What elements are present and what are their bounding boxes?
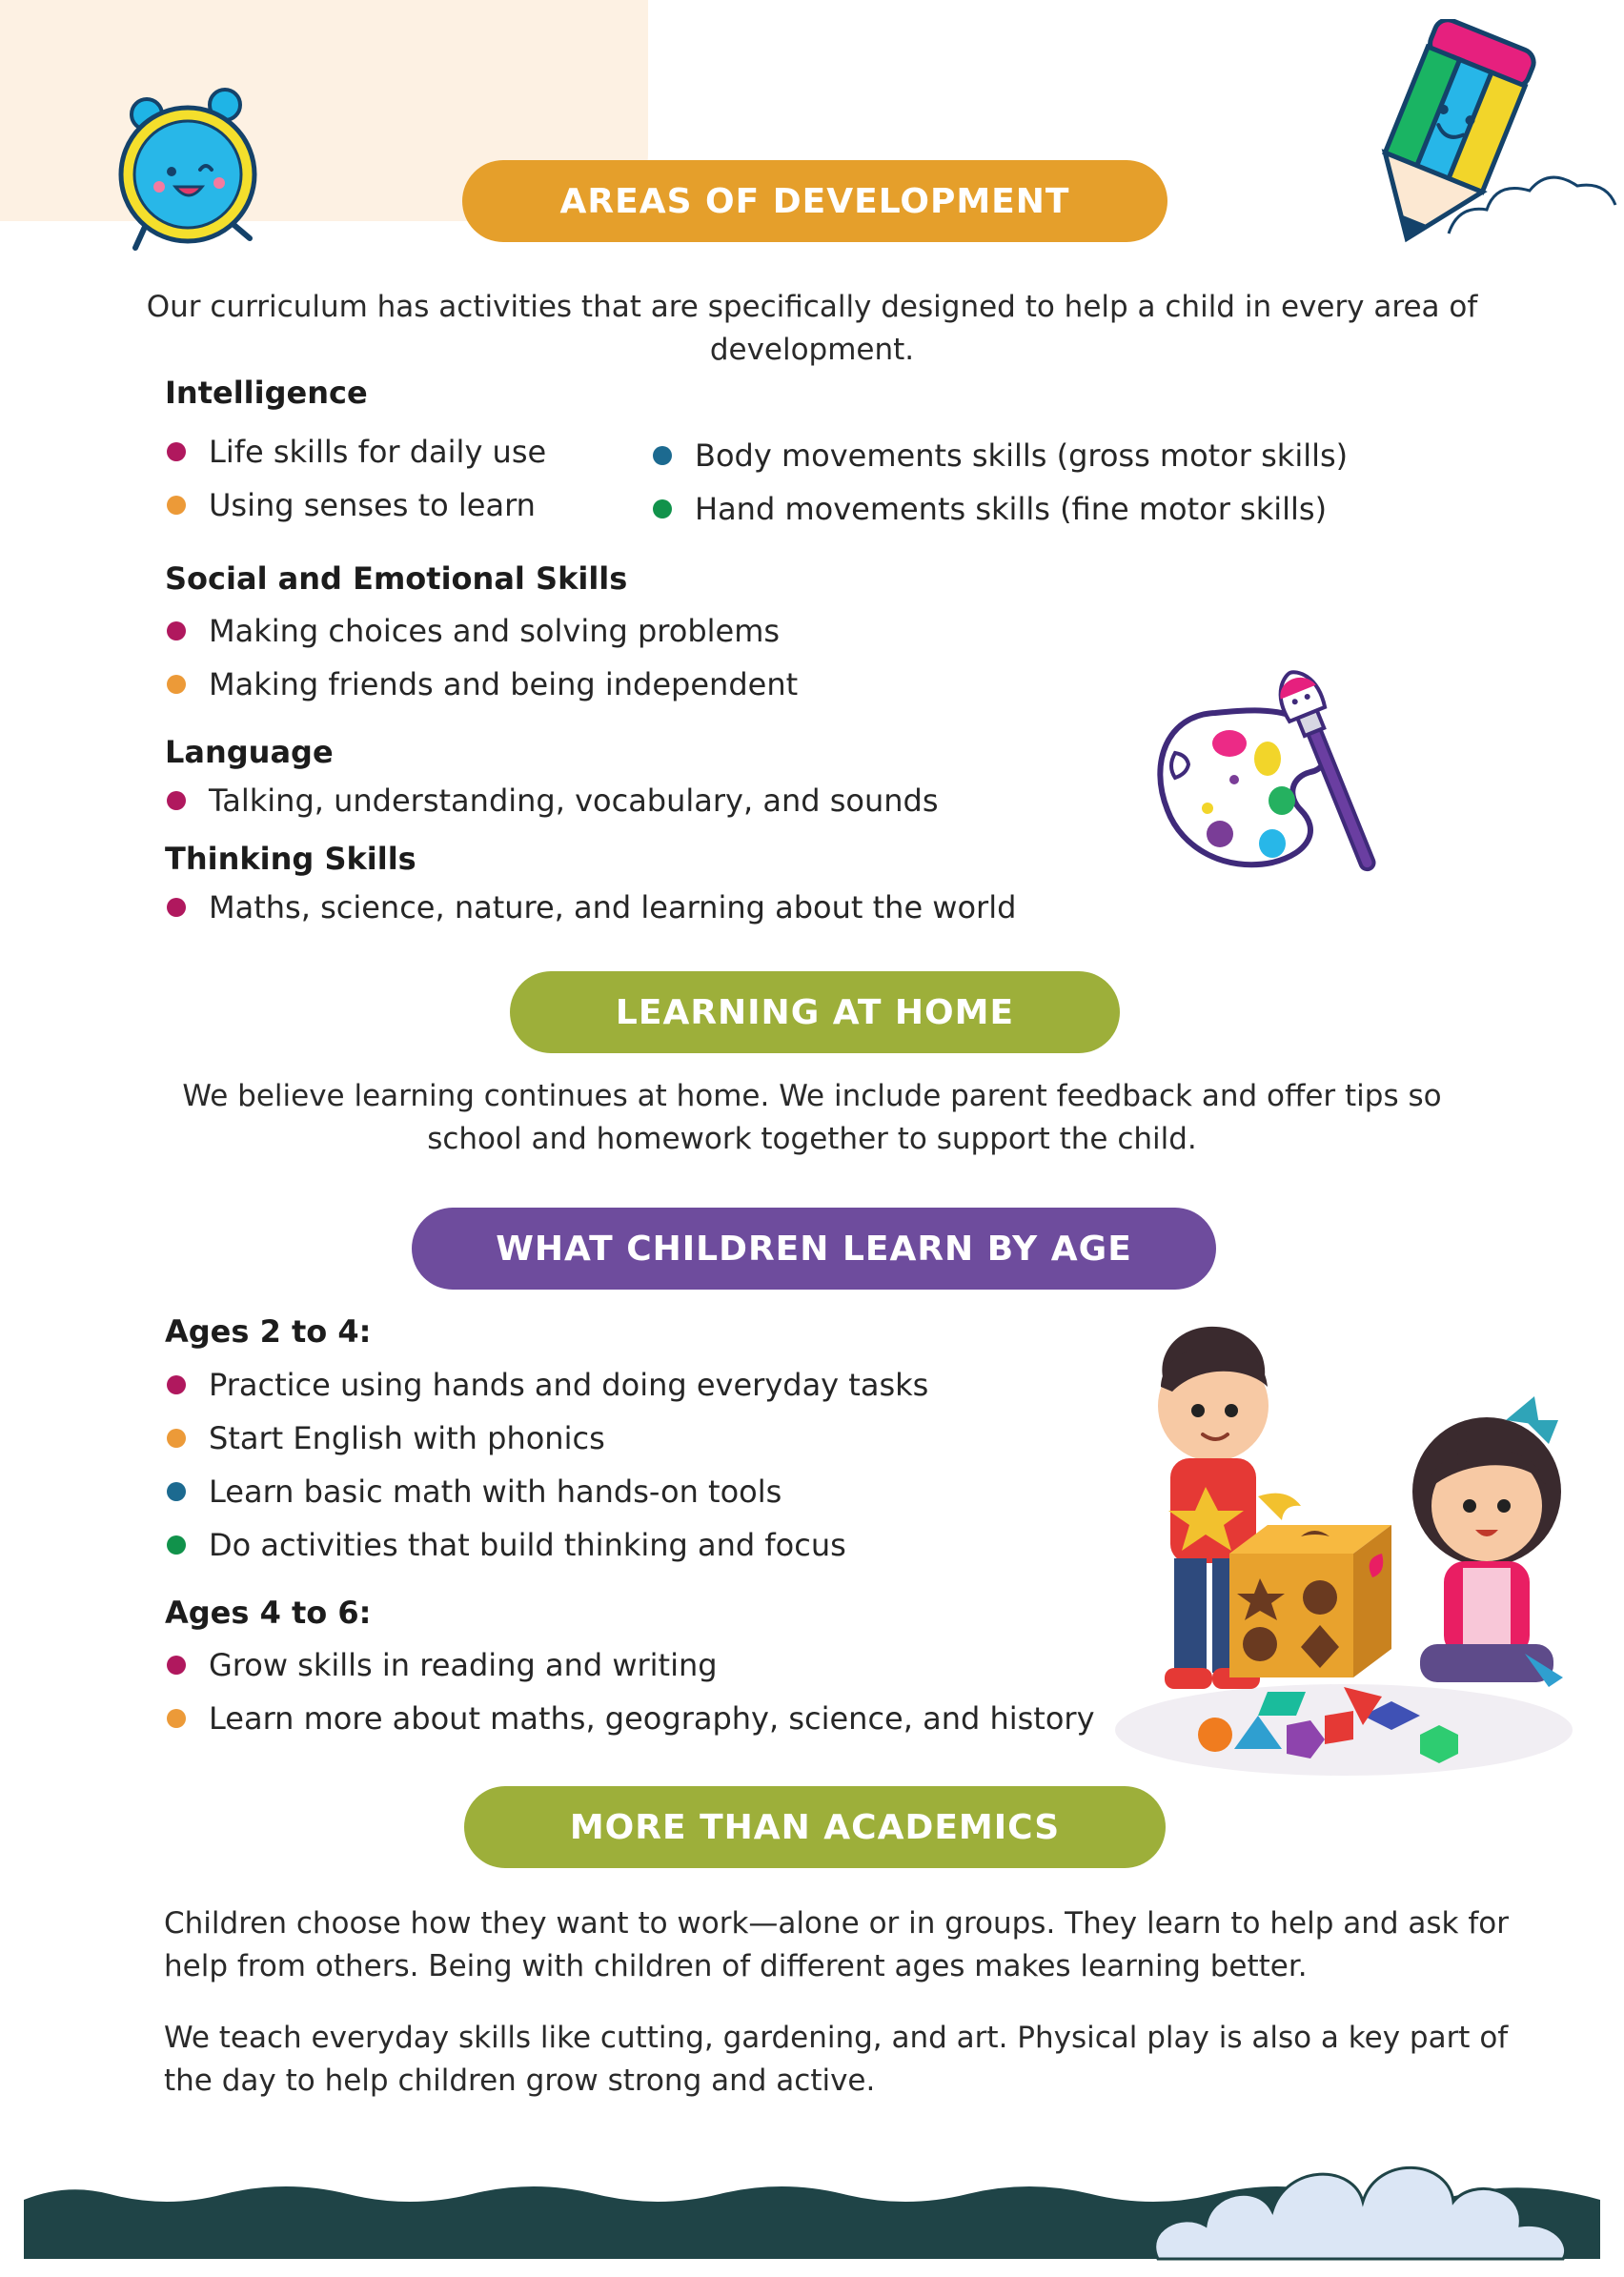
list-item: Learn more about maths, geography, science, and history: [167, 1700, 1095, 1737]
list-item: Life skills for daily use: [167, 434, 546, 470]
list-item: Maths, science, nature, and learning about the world: [167, 889, 1016, 925]
list-item: Learn basic math with hands-on tools: [167, 1474, 782, 1510]
list-item: Talking, understanding, vocabulary, and sounds: [167, 783, 939, 819]
list-item: Hand movements skills (fine motor skills): [653, 491, 1327, 527]
bullet-dot: [167, 621, 186, 640]
bullet-dot: [167, 442, 186, 461]
thinking-heading: Thinking Skills: [165, 841, 416, 877]
bullet-dot: [167, 1656, 186, 1675]
pencil-icon: [1344, 19, 1620, 257]
list-item: Body movements skills (gross motor skills): [653, 437, 1348, 474]
bullet-dot: [167, 898, 186, 917]
list-item: Do activities that build thinking and focus: [167, 1527, 846, 1563]
areas-intro: Our curriculum has activities that are specifically designed to help a child in every area of development.: [146, 290, 1478, 367]
bullet-dot: [167, 1375, 186, 1394]
social-heading: Social and Emotional Skills: [165, 560, 628, 597]
ages-4-6-heading: Ages 4 to 6:: [165, 1595, 372, 1631]
bullet-dot: [167, 791, 186, 810]
alarm-clock-icon: [107, 84, 278, 255]
list-item: Start English with phonics: [167, 1420, 605, 1456]
learn-by-age-title: WHAT CHILDREN LEARN BY AGE: [412, 1208, 1216, 1290]
bullet-dot: [167, 1709, 186, 1728]
more-text-1: Children choose how they want to work—alone or in groups. They learn to help and ask for help from others. Being with children of different ages makes learning better.: [164, 1906, 1509, 1983]
bullet-dot: [167, 496, 186, 515]
bullet-dot: [167, 1482, 186, 1501]
list-item: Grow skills in reading and writing: [167, 1647, 718, 1683]
list-item: Making friends and being independent: [167, 666, 798, 702]
ages-2-4-heading: Ages 2 to 4:: [165, 1313, 372, 1350]
more-than-academics-title: MORE THAN ACADEMICS: [464, 1786, 1166, 1868]
list-item: Practice using hands and doing everyday tasks: [167, 1367, 928, 1403]
bullet-dot: [167, 1535, 186, 1555]
language-heading: Language: [165, 734, 334, 770]
bullet-dot: [653, 446, 672, 465]
bullet-dot: [653, 499, 672, 518]
more-text-2: We teach everyday skills like cutting, gardening, and art. Physical play is also a key part of the day to help children grow strong and active.: [164, 2021, 1509, 2098]
paint-palette-icon: [1148, 667, 1387, 896]
learning-at-home-text: We believe learning continues at home. We include parent feedback and offer tips so school and homework together to support the child.: [182, 1079, 1442, 1156]
list-item: Using senses to learn: [167, 487, 536, 523]
list-item: Making choices and solving problems: [167, 613, 780, 649]
intelligence-heading: Intelligence: [165, 375, 368, 411]
kids-playing-illustration: [1106, 1315, 1582, 1782]
bullet-dot: [167, 675, 186, 694]
footer-wave: [0, 2145, 1624, 2277]
learning-at-home-title: LEARNING AT HOME: [510, 971, 1120, 1053]
areas-of-development-title: AREAS OF DEVELOPMENT: [462, 160, 1167, 242]
bullet-dot: [167, 1429, 186, 1448]
